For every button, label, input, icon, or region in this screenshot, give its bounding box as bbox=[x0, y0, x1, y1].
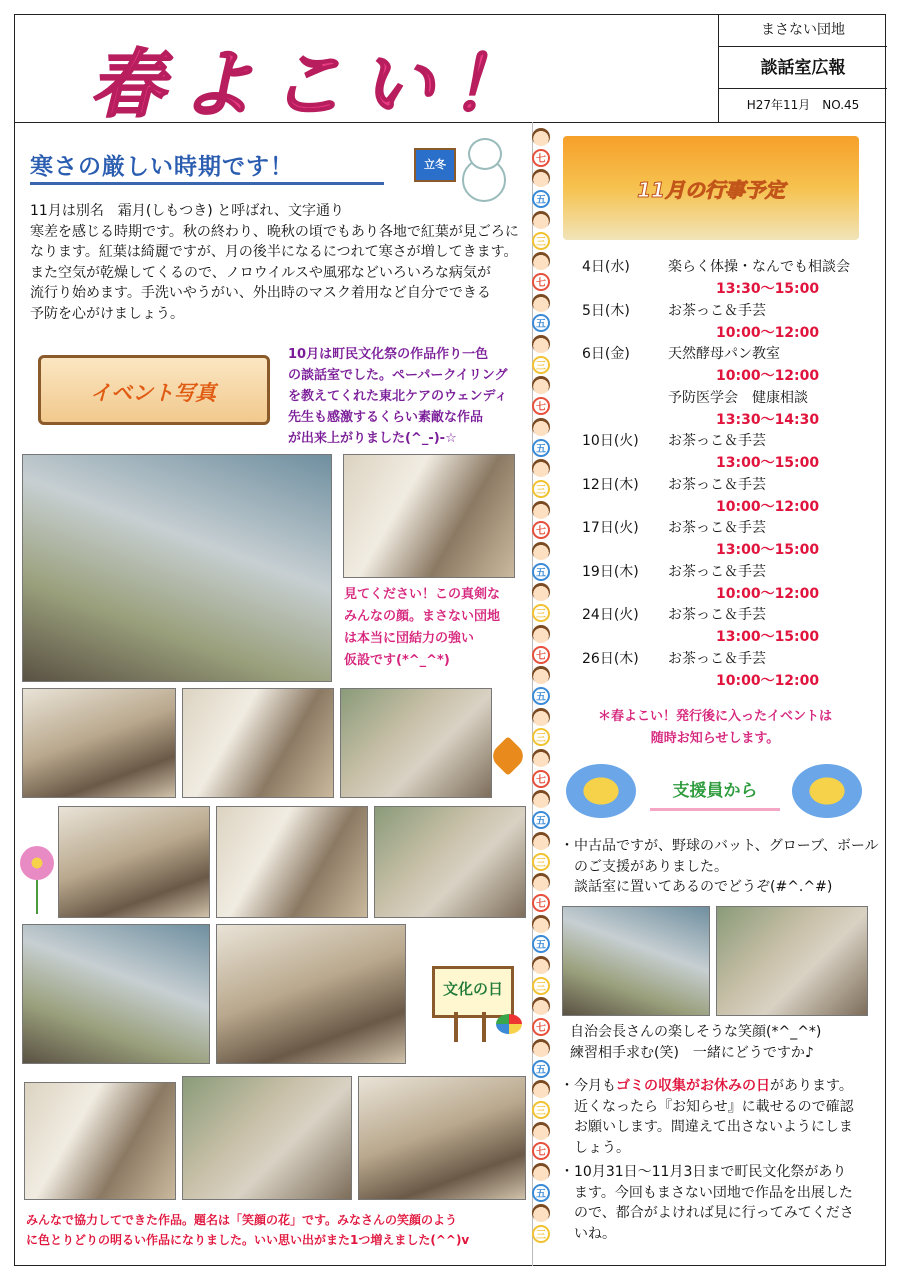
divider-char: 五 bbox=[532, 935, 550, 953]
artwork-photo bbox=[358, 1076, 526, 1200]
flower-icon bbox=[20, 846, 54, 880]
face-icon bbox=[532, 956, 550, 974]
festival-line: ので、都合がよければ見に行ってみてくださ bbox=[560, 1205, 854, 1221]
festival-line: ます。今回もまさない団地で作品を出展した bbox=[560, 1184, 853, 1201]
event-date: 24日(火) bbox=[582, 607, 639, 623]
caption-line: 自治会長さんの楽しそうな笑顔(*^_^*) bbox=[570, 1024, 822, 1040]
culture-day-sign bbox=[426, 960, 528, 1046]
caption-line: みんなで協力してできた作品。題名は「笑顔の花」です。みなさんの笑顔のよう bbox=[26, 1213, 458, 1227]
org-name: まさない団地 bbox=[719, 14, 887, 47]
newsletter-title: 春よこい！ bbox=[90, 42, 540, 128]
intro-line: 寒差を感じる時期です。秋の終わり、晩秋の頃でもあり各地で紅葉が見ごろに bbox=[30, 223, 519, 240]
donation-notice bbox=[560, 836, 880, 898]
garbage-lead: ・今月も bbox=[560, 1078, 616, 1094]
festival-line: ・10月31日～11月3日まで町民文化祭があり bbox=[560, 1164, 847, 1180]
schedule-banner bbox=[563, 136, 859, 240]
donation-line: ・中古品ですが、野球のバット、グローブ、ボール bbox=[560, 838, 879, 854]
face-icon bbox=[532, 542, 550, 560]
donation-line: のご支援がありました。 bbox=[560, 858, 728, 875]
face-icon bbox=[532, 252, 550, 270]
artwork-photo bbox=[182, 1076, 352, 1200]
divider-char: 七 bbox=[532, 894, 550, 912]
caption-line: 練習相手求む(笑) 一緒にどうですか♪ bbox=[570, 1045, 814, 1061]
caption-line: みんなの顔。まさない団地 bbox=[344, 609, 501, 624]
caption-line: 先生も感激するくらい素敵な作品 bbox=[288, 410, 484, 425]
event-date: 12日(木) bbox=[582, 476, 639, 493]
face-icon bbox=[532, 790, 550, 808]
activity-photo bbox=[58, 806, 210, 918]
culture-day-text: 文化の日 bbox=[442, 980, 503, 998]
divider-char: 五 bbox=[532, 687, 550, 705]
face-icon bbox=[532, 335, 550, 353]
activity-photo bbox=[340, 688, 492, 798]
event-banner-text: イベント写真 bbox=[90, 381, 216, 405]
caption-line: の談話室でした。ペーパークイリング bbox=[288, 368, 508, 383]
garbage-line: しょう。 bbox=[560, 1139, 630, 1156]
garbage-tail: があります。 bbox=[770, 1078, 853, 1094]
event-title: お茶っこ＆手芸 bbox=[668, 650, 766, 667]
intro-line: 予防を心がけましょう。 bbox=[30, 305, 184, 322]
activity-photo bbox=[22, 688, 176, 798]
event-title: お茶っこ＆手芸 bbox=[668, 520, 766, 536]
event-time: 13:00～15:00 bbox=[716, 455, 820, 471]
event-time: 10:00～12:00 bbox=[716, 324, 820, 341]
event-date: 10日(火) bbox=[582, 433, 639, 449]
face-icon bbox=[532, 211, 550, 229]
face-icon bbox=[532, 376, 550, 394]
schedule-banner-text: 11月の行事予定 bbox=[637, 178, 785, 202]
divider-char: 三 bbox=[532, 356, 550, 374]
face-icon bbox=[532, 666, 550, 684]
supporter-heading-text: 支援員から bbox=[672, 781, 758, 801]
group-photo bbox=[22, 454, 332, 682]
face-icon bbox=[532, 1080, 550, 1098]
residents-photo bbox=[716, 906, 868, 1016]
divider-char: 五 bbox=[532, 439, 550, 457]
event-date: 19日(木) bbox=[582, 563, 639, 580]
caption-line: に色とりどりの明るい作品になりました。いい思い出がまた1つ増えました(^^)v bbox=[26, 1233, 470, 1247]
classroom-photo bbox=[343, 454, 515, 578]
divider-char: 七 bbox=[532, 521, 550, 539]
garbage-line: お願いします。間違えて出さないようにしま bbox=[560, 1119, 853, 1135]
event-date: 4日(水) bbox=[582, 259, 630, 275]
event-time: 10:00～12:00 bbox=[716, 498, 820, 515]
issue-info-box bbox=[718, 14, 887, 122]
divider-char: 七 bbox=[532, 1142, 550, 1160]
face-icon bbox=[532, 1122, 550, 1140]
festival-notice bbox=[560, 1162, 880, 1244]
face-icon bbox=[532, 459, 550, 477]
face-icon bbox=[532, 169, 550, 187]
divider-char: 五 bbox=[532, 314, 550, 332]
event-title: 天然酵母パン教室 bbox=[668, 346, 780, 362]
divider-char: 七 bbox=[532, 1018, 550, 1036]
divider-char: 三 bbox=[532, 1225, 550, 1243]
artwork-photo bbox=[216, 924, 406, 1064]
divider-char: 五 bbox=[532, 190, 550, 208]
caption-line: は本当に団結力の強い bbox=[344, 631, 475, 646]
divider-char: 三 bbox=[532, 728, 550, 746]
event-title: お茶っこ＆手芸 bbox=[668, 476, 766, 493]
tulip-character-icon bbox=[566, 764, 636, 818]
intro-line: 流行り始めます。手洗いやうがい、外出時のマスク着用など自分でできる bbox=[30, 285, 491, 301]
event-date: 17日(火) bbox=[582, 520, 639, 536]
divider-char: 七 bbox=[532, 646, 550, 664]
divider-char: 五 bbox=[532, 811, 550, 829]
divider-char: 五 bbox=[532, 1184, 550, 1202]
face-icon bbox=[532, 1163, 550, 1181]
event-title: お茶っこ＆手芸 bbox=[668, 302, 766, 319]
publication-name: 談話室広報 bbox=[719, 47, 887, 89]
face-icon bbox=[532, 708, 550, 726]
divider-char: 三 bbox=[532, 977, 550, 995]
face-icon bbox=[532, 128, 550, 146]
face-icon bbox=[532, 873, 550, 891]
chairman-caption bbox=[570, 1022, 870, 1064]
event-date: 6日(金) bbox=[582, 346, 630, 362]
divider-char: 三 bbox=[532, 232, 550, 250]
event-time: 13:00～15:00 bbox=[716, 542, 820, 558]
garbage-highlight: ゴミの収集がお休みの日 bbox=[616, 1078, 770, 1094]
divider-char: 三 bbox=[532, 480, 550, 498]
shichigosan-divider bbox=[531, 128, 551, 1248]
heading-text: 寒さの厳しい時期です！ bbox=[30, 154, 294, 180]
intro-paragraph bbox=[30, 201, 522, 324]
event-title: 予防医学会 健康相談 bbox=[668, 389, 808, 406]
snowman-illustration bbox=[410, 136, 510, 208]
intro-line: なります。紅葉は綺麗ですが、月の後半になるにつれて寒さが増してきます。 bbox=[30, 244, 518, 260]
event-time: 13:30～15:00 bbox=[716, 281, 820, 297]
face-icon bbox=[532, 418, 550, 436]
intro-line: また空気が乾燥してくるので、ノロウイルスや風邪などいろいろな病気が bbox=[30, 264, 491, 281]
issue-number: H27年11月 NO.45 bbox=[746, 98, 860, 112]
event-time: 10:00～12:00 bbox=[716, 672, 820, 689]
divider-char: 三 bbox=[532, 1101, 550, 1119]
event-title: 楽らく体操・なんでも相談会 bbox=[668, 259, 850, 275]
intro-line: 11月は別名 霜月(しもつき) と呼ばれ、文字通り bbox=[30, 203, 345, 219]
face-icon bbox=[532, 1204, 550, 1222]
activity-photo bbox=[216, 806, 368, 918]
caption-line: 見てください！この真剣な bbox=[344, 587, 501, 602]
caption-line: 10月は町民文化祭の作品作り一色 bbox=[288, 347, 489, 362]
face-icon bbox=[532, 915, 550, 933]
event-time: 13:00～15:00 bbox=[716, 629, 820, 645]
face-icon bbox=[532, 1039, 550, 1057]
face-icon bbox=[532, 501, 550, 519]
divider-char: 七 bbox=[532, 770, 550, 788]
event-time: 10:00～12:00 bbox=[716, 368, 820, 384]
event-time: 10:00～12:00 bbox=[716, 585, 820, 602]
donation-line: 談話室に置いてあるのでどうぞ(#^.^#) bbox=[560, 879, 833, 895]
activity-photo bbox=[374, 806, 526, 918]
divider-char: 七 bbox=[532, 149, 550, 167]
divider-char: 三 bbox=[532, 853, 550, 871]
event-title: お茶っこ＆手芸 bbox=[668, 433, 766, 449]
artwork-photo bbox=[24, 1082, 176, 1200]
garbage-notice bbox=[560, 1076, 880, 1158]
garbage-line bbox=[560, 1076, 880, 1097]
notice-line: 随時お知らせします。 bbox=[650, 731, 780, 746]
event-time: 13:30～14:30 bbox=[716, 411, 820, 428]
face-icon bbox=[532, 625, 550, 643]
supporter-heading bbox=[650, 776, 780, 811]
event-title: お茶っこ＆手芸 bbox=[668, 563, 766, 580]
face-icon bbox=[532, 583, 550, 601]
flower-stem-icon bbox=[36, 880, 38, 914]
serious-faces-caption bbox=[344, 584, 524, 672]
risshun-sign: 立冬 bbox=[414, 148, 456, 182]
divider-char: 五 bbox=[532, 1060, 550, 1078]
chairman-photo bbox=[562, 906, 710, 1016]
divider-char: 七 bbox=[532, 273, 550, 291]
face-icon bbox=[532, 749, 550, 767]
face-icon bbox=[532, 997, 550, 1015]
tulip-character-icon bbox=[792, 764, 862, 818]
artwork-photo bbox=[22, 924, 210, 1064]
face-icon bbox=[532, 294, 550, 312]
festival-line: いね。 bbox=[560, 1225, 616, 1242]
divider-char: 三 bbox=[532, 604, 550, 622]
event-caption bbox=[288, 344, 524, 449]
garbage-line: 近くなったら『お知らせ』に載せるので確認 bbox=[560, 1098, 854, 1115]
notice-line: ＊春よこい！発行後に入ったイベントは bbox=[597, 709, 832, 724]
bottom-caption bbox=[26, 1210, 526, 1250]
face-icon bbox=[532, 832, 550, 850]
caption-line: が出来上がりました(^_-)-☆ bbox=[288, 431, 457, 446]
divider-char: 七 bbox=[532, 397, 550, 415]
schedule-notice bbox=[562, 706, 868, 750]
event-photo-banner bbox=[30, 343, 276, 435]
event-date: 5日(木) bbox=[582, 302, 630, 319]
section-heading-cold bbox=[30, 148, 384, 185]
event-title: お茶っこ＆手芸 bbox=[668, 607, 766, 623]
event-date: 26日(木) bbox=[582, 650, 639, 667]
caption-line: 仮設です(*^_^*) bbox=[344, 653, 450, 668]
caption-line: を教えてくれた東北ケアのウェンディ bbox=[288, 389, 508, 404]
activity-photo bbox=[182, 688, 334, 798]
divider-char: 五 bbox=[532, 563, 550, 581]
